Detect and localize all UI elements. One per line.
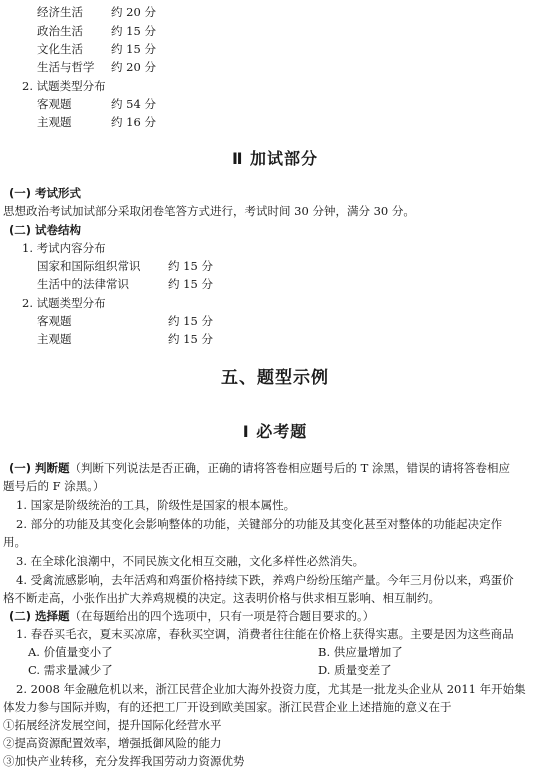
item-name: 主观题 [37, 115, 72, 129]
choice-label: (二) 选择题 [9, 609, 70, 623]
option-a: A. 价值量变小了 [28, 645, 113, 659]
structure-heading: (二) 试卷结构 [9, 223, 82, 237]
type-heading: 2. 试题类型分布 [22, 79, 106, 93]
item-value: 约 20 分 [111, 5, 156, 19]
section-title: Ⅰ 必考题 [242, 422, 308, 441]
list-item [37, 41, 156, 58]
list-item [37, 4, 156, 21]
question-1: 1. 国家是阶级统治的工具，阶级性是国家的根本属性。 [16, 498, 296, 512]
list-item [37, 331, 213, 348]
list-item [37, 96, 156, 113]
item-value: 约 15 分 [168, 277, 213, 291]
item-name: 客观题 [37, 97, 72, 111]
list-item [37, 59, 156, 76]
option-c: C. 需求量减少了 [28, 663, 113, 677]
item-value: 约 15 分 [168, 332, 213, 346]
item-name: 生活与哲学 [37, 60, 95, 74]
choice-question-1: 1. 春吞买毛衣，夏末买凉席，春秋买空调，消费者往往能在价格上获得实惠。主要是因为这些商品 [16, 627, 514, 641]
item-name: 主观题 [37, 332, 72, 346]
item-name: 国家和国际组织常识 [37, 259, 141, 273]
item-value: 约 15 分 [111, 24, 156, 38]
exam-form-heading: (一) 考试形式 [9, 186, 82, 200]
statement-3: ③加快产业转移，充分发挥我国劳动力资源优势 [3, 754, 245, 768]
content-heading: 1. 考试内容分布 [22, 241, 106, 255]
item-name: 经济生活 [37, 5, 83, 19]
item-value: 约 15 分 [168, 314, 213, 328]
section-title: Ⅱ 加试部分 [231, 149, 319, 168]
item-value: 约 20 分 [111, 60, 156, 74]
option-b: B. 供应量增加了 [318, 645, 403, 659]
question-2-cont: 用。 [3, 535, 26, 549]
question-4-cont: 格不断走高，小张作出扩大养鸡规模的决定。这表明价格与供求相互影响、相互制约。 [3, 591, 440, 605]
question-3: 3. 在全球化浪潮中，不同民族文化相互交融，文化多样性必然消失。 [16, 554, 365, 568]
item-name: 生活中的法律常识 [37, 277, 129, 291]
item-name: 客观题 [37, 314, 72, 328]
list-item [37, 276, 213, 293]
question-4: 4. 受禽流感影响，去年活鸡和鸡蛋价格持续下跌，养鸡户纷纷压缩产量。今年三月份以来，鸡蛋价 [16, 573, 514, 587]
list-item [37, 258, 213, 275]
type-heading: 2. 试题类型分布 [22, 296, 106, 310]
item-value: 约 15 分 [168, 259, 213, 273]
list-item [37, 114, 156, 131]
option-d: D. 质量变差了 [318, 663, 392, 677]
choice-question-2-cont: 体发力参与国际并购，有的还把工厂开设到欧美国家。浙江民营企业上述措施的意义在于 [3, 700, 452, 714]
section-title: 五、题型示例 [221, 368, 329, 388]
choice-question-2: 2. 2008 年金融危机以来，浙江民营企业加大海外投资力度，尤其是一批龙头企业从 2011 年开始集 [16, 682, 526, 696]
list-item [37, 313, 213, 330]
judge-label: (一) 判断题 [9, 461, 70, 475]
list-item [37, 23, 156, 40]
item-name: 文化生活 [37, 42, 83, 56]
exam-form-text: 思想政治考试加试部分采取闭卷笔答方式进行，考试时间 30 分钟，满分 30 分。 [3, 204, 415, 218]
judge-instruction-cont: 题号后的 F 涂黑。） [3, 479, 105, 493]
item-value: 约 15 分 [111, 42, 156, 56]
item-name: 政治生活 [37, 24, 83, 38]
statement-1: ①拓展经济发展空间，提升国际化经营水平 [3, 718, 222, 732]
item-value: 约 16 分 [111, 115, 156, 129]
item-value: 约 54 分 [111, 97, 156, 111]
choice-instruction: (二) 选择题（在每题给出的四个选项中，只有一项是符合题目要求的。） [9, 609, 375, 623]
statement-2: ②提高资源配置效率，增强抵御风险的能力 [3, 736, 222, 750]
judge-instruction: (一) 判断题（判断下列说法是否正确，正确的请将答卷相应题号后的 T 涂黑，错误的请将答卷相应 [9, 461, 510, 475]
question-2: 2. 部分的功能及其变化会影响整体的功能，关键部分的功能及其变化甚至对整体的功能起决定作 [16, 517, 503, 531]
